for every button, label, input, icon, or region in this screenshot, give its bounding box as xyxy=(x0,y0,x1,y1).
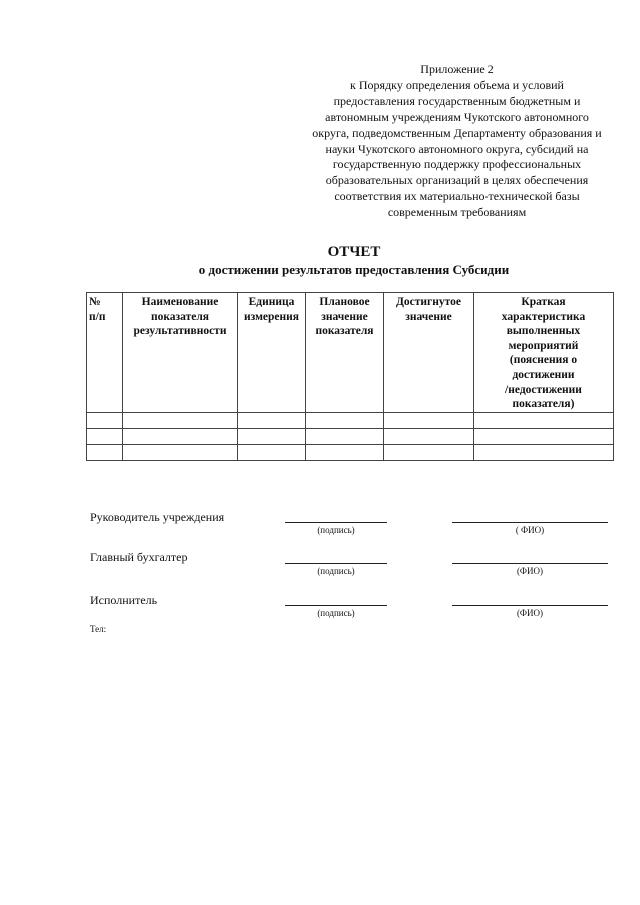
table-cell[interactable] xyxy=(306,413,384,429)
table-row xyxy=(87,413,614,429)
table-cell[interactable] xyxy=(474,413,614,429)
table-cell[interactable] xyxy=(87,445,123,461)
annex-line: современным требованиям xyxy=(387,205,527,220)
annex-line: государственную поддержку профессиональных xyxy=(332,157,582,172)
name-caption: ( ФИО) xyxy=(515,525,545,535)
annex-line: округа, подведомственным Департаменту образования и xyxy=(312,125,602,140)
signature-label-director: Руководитель учреждения xyxy=(90,510,225,524)
table-cell[interactable] xyxy=(87,413,123,429)
table-row xyxy=(87,429,614,445)
annex-line: науки Чукотского автономного округа, субсидий на xyxy=(325,141,589,156)
table-cell[interactable] xyxy=(123,429,238,445)
table-cell[interactable] xyxy=(474,429,614,445)
annex-line: предоставления государственным бюджетным и xyxy=(333,93,581,108)
table-cell[interactable] xyxy=(474,445,614,461)
name-caption: (ФИО) xyxy=(516,608,544,618)
name-line-chief-accountant[interactable] xyxy=(452,563,608,564)
signature-line-director[interactable] xyxy=(285,522,387,523)
header-description: Краткая характеристика выполненных мероприятий (пояснения о достижении /недостижении показателя) xyxy=(474,293,614,413)
table-cell[interactable] xyxy=(87,429,123,445)
table-cell[interactable] xyxy=(238,413,306,429)
signature-line-executor[interactable] xyxy=(285,605,387,606)
table-header-row xyxy=(87,293,614,413)
table-cell[interactable] xyxy=(384,413,474,429)
annex-line: к Порядку определения объема и условий xyxy=(350,77,564,92)
header-number: № п/п xyxy=(87,293,123,413)
report-subtitle: о достижении результатов предоставления Субсидии xyxy=(198,262,510,277)
annex-line: образовательных организаций в целях обеспечения xyxy=(325,173,589,188)
header-planned-value: Плановое значение показателя xyxy=(306,293,384,413)
table-cell[interactable] xyxy=(384,445,474,461)
name-caption: (ФИО) xyxy=(516,566,544,576)
table-cell[interactable] xyxy=(384,429,474,445)
table-cell[interactable] xyxy=(123,445,238,461)
table-row xyxy=(87,445,614,461)
table-cell[interactable] xyxy=(306,445,384,461)
annex-line: Приложение 2 xyxy=(420,62,494,76)
annex-line: автономным учреждениям Чукотского автономного xyxy=(325,109,589,124)
table-cell[interactable] xyxy=(238,429,306,445)
signature-label-chief-accountant: Главный бухгалтер xyxy=(90,550,188,564)
signature-caption: (подпись) xyxy=(317,525,355,535)
annex-line: соответствия их материально-технической базы xyxy=(334,189,580,204)
signature-line-chief-accountant[interactable] xyxy=(285,563,387,564)
signature-caption: (подпись) xyxy=(317,608,355,618)
name-line-director[interactable] xyxy=(452,522,608,523)
signature-label-executor: Исполнитель xyxy=(90,593,158,607)
table-cell[interactable] xyxy=(238,445,306,461)
name-line-executor[interactable] xyxy=(452,605,608,606)
header-unit: Единица измерения xyxy=(238,293,306,413)
header-achieved-value: Достигнутое значение xyxy=(384,293,474,413)
report-title: ОТЧЕТ xyxy=(327,244,381,260)
phone-label: Тел: xyxy=(90,624,107,634)
header-indicator-name: Наименование показателя результативности xyxy=(123,293,238,413)
annex-reference xyxy=(296,62,618,221)
table-cell[interactable] xyxy=(123,413,238,429)
report-table xyxy=(86,292,614,461)
table-cell[interactable] xyxy=(306,429,384,445)
signature-caption: (подпись) xyxy=(317,566,355,576)
